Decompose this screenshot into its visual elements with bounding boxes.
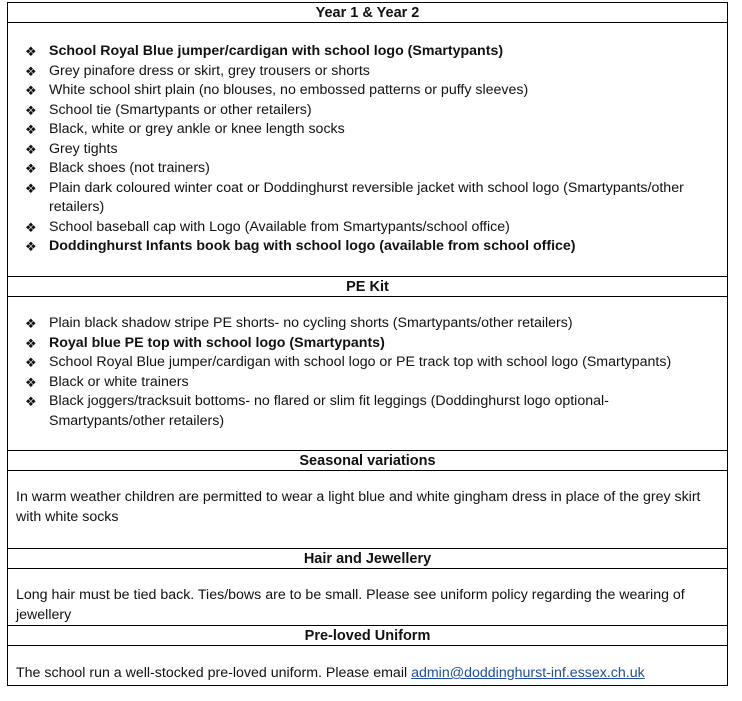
bullet-diamond-icon: ❖ — [25, 63, 37, 79]
list-item — [8, 120, 723, 140]
bullet-diamond-icon: ❖ — [25, 374, 37, 390]
list-item-text: School Royal Blue jumper/cardigan with school logo (Smartypants) — [49, 43, 504, 59]
list-item-text: Grey tights — [49, 140, 118, 157]
section-header-pe: PE Kit — [8, 276, 727, 297]
bullet-diamond-icon: ❖ — [25, 180, 37, 196]
section-body-pe — [8, 297, 727, 450]
list-item-text: Black shoes (not trainers) — [49, 160, 210, 176]
section-header-year: Year 1 & Year 2 — [8, 2, 727, 23]
list-item — [8, 392, 723, 431]
list-item-text: Black joggers/tracksuit bottoms- no flared or slim fit leggings (Doddinghurst logo optional- Smartypants/other retailers) — [49, 393, 609, 429]
list-item — [8, 373, 723, 393]
list-item-text: Plain dark coloured winter coat or Doddinghurst reversible jacket with school logo (Smartypants/other retailers) — [49, 179, 684, 215]
list-item-text: Black or white trainers — [49, 373, 189, 390]
list-item — [8, 140, 723, 160]
bullet-diamond-icon: ❖ — [25, 394, 37, 409]
year-item-list — [8, 42, 723, 257]
section-header-preloved: Pre-loved Uniform — [8, 625, 727, 646]
list-item — [8, 159, 723, 179]
list-item-text: School Royal Blue jumper/cardigan with school logo or PE track top with school logo (Smartypants) — [49, 354, 672, 370]
section-body-preloved — [8, 646, 727, 686]
list-item — [8, 179, 723, 218]
bullet-diamond-icon: ❖ — [25, 239, 37, 254]
list-item — [8, 62, 723, 82]
list-item-text: Doddinghurst Infants book bag with school logo (available from school office) — [49, 238, 576, 254]
list-item — [8, 353, 723, 373]
section-body-year — [8, 23, 727, 276]
section-body-seasonal — [8, 471, 727, 548]
pe-item-list — [8, 314, 723, 431]
bullet-diamond-icon: ❖ — [25, 102, 37, 118]
uniform-table — [7, 2, 728, 686]
bullet-diamond-icon: ❖ — [25, 141, 37, 157]
bullet-diamond-icon: ❖ — [25, 44, 37, 59]
list-item — [8, 81, 723, 101]
bullet-diamond-icon: ❖ — [25, 355, 37, 370]
bullet-diamond-icon: ❖ — [25, 219, 37, 235]
section-header-hair: Hair and Jewellery — [8, 548, 727, 569]
list-item-text: School tie (Smartypants or other retailers) — [49, 101, 312, 118]
list-item — [8, 314, 723, 334]
list-item-text: White school shirt plain (no blouses, no embossed patterns or puffy sleeves) — [49, 82, 529, 98]
list-item — [8, 218, 723, 238]
bullet-diamond-icon: ❖ — [25, 122, 37, 137]
list-item-text: Black, white or grey ankle or knee length socks — [49, 121, 345, 137]
email-link[interactable]: admin@doddinghurst-inf.essex.ch.uk — [411, 665, 645, 681]
preloved-text-line — [8, 664, 723, 684]
section-body-hair — [8, 569, 727, 625]
bullet-diamond-icon: ❖ — [25, 161, 37, 176]
list-item-text: Plain black shadow stripe PE shorts- no cycling shorts (Smartypants/other retailers) — [49, 315, 573, 331]
seasonal-text: In warm weather children are permitted to wear a light blue and white gingham dress in place of the grey skirt with white socks — [16, 489, 701, 525]
hair-text: Long hair must be tied back. Ties/bows are to be small. Please see uniform policy regarding the wearing of jewellery — [16, 587, 685, 623]
bullet-diamond-icon: ❖ — [25, 83, 37, 98]
list-item — [8, 334, 723, 354]
section-header-seasonal: Seasonal variations — [8, 450, 727, 471]
bullet-diamond-icon: ❖ — [25, 335, 37, 351]
list-item-text: Grey pinafore dress or skirt, grey trousers or shorts — [49, 62, 370, 79]
list-item-text: School baseball cap with Logo (Available from Smartypants/school office) — [49, 218, 510, 235]
bullet-diamond-icon: ❖ — [25, 316, 37, 331]
list-item — [8, 237, 723, 257]
list-item — [8, 42, 723, 62]
list-item-text: Royal blue PE top with school logo (Smartypants) — [49, 334, 385, 351]
list-item — [8, 101, 723, 121]
preloved-text: The school run a well-stocked pre-loved uniform. Please email — [16, 665, 412, 681]
